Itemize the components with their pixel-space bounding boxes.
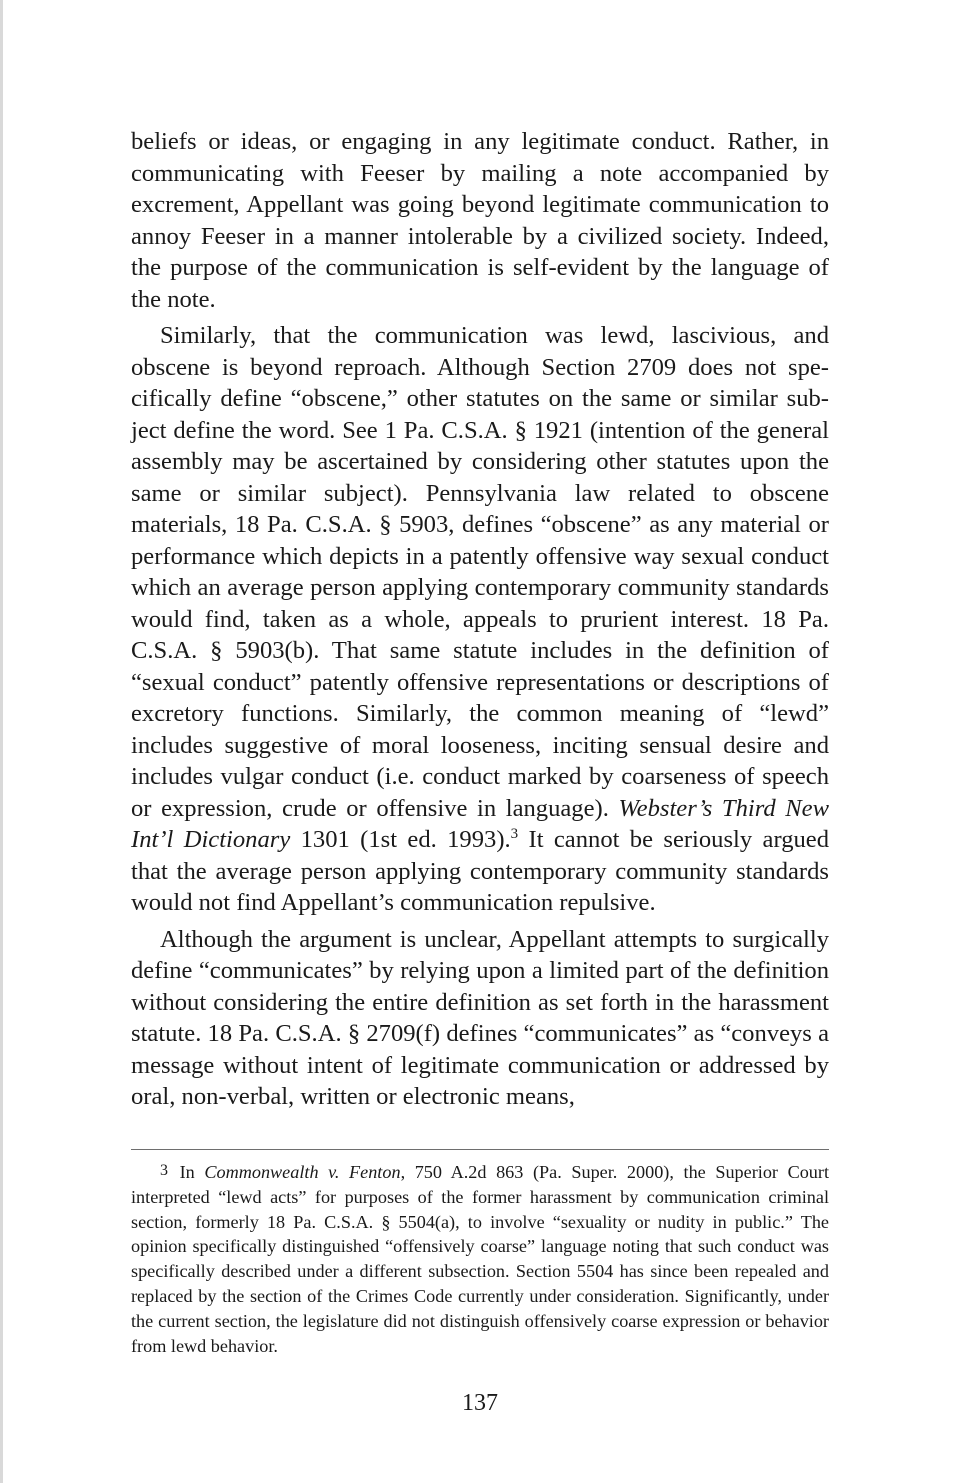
footnote-divider bbox=[131, 1149, 829, 1150]
paragraph-2-text: Similarly, that the communication was lewd, lascivious, and obscene is beyond reproach. Although Section 2709 does not specifically define “obscene,” other statutes on the same or similar subject define the word. See 1 Pa. C.S.A. § 1921 (intention of the general assembly may be ascertained by considering other statutes upon the same or similar subject). Pennsylvania law related to obscene materials, 18 Pa. C.S.A. § 5903, defines “obscene” as any material or performance which depicts in a patently offensive way sexual conduct which an average person applying contemporary community standards would find, taken as a whole, appeals to prurient interest. 18 Pa. C.S.A. § 5903(b). That same statute includes in the definition of “sexual conduct” patently offensive representations or descriptions of excretory functions. Similarly, the common meaning of “lewd” includes suggestive of moral looseness, inciting sensual desire and includes vulgar conduct (i.e. conduct marked by coarseness of speech or expression, crude or offensive in language). bbox=[131, 322, 829, 822]
footnote-lead: In bbox=[170, 1162, 205, 1182]
paragraph-2-continuation: It cannot be seriously argued that the average person applying contemporary community standards would not find Appellant’s communication repulsive. bbox=[131, 826, 830, 916]
footnote-body: , 750 A.2d 863 (Pa. Super. 2000), the Superior Court interpreted “lewd acts” for purposes of the former harassment by communication criminal section, formerly 18 Pa. C.S.A. § 5504(a), to involve “sexuality or nudity in public.” The opinion specifically distinguished “offensively coarse” language noting that such conduct was specifically described under a different subsection. Section 5504 has since been repealed and replaced by the section of the Crimes Code currently under consideration. Significantly, under the current section, the legislature did not distinguish offensively coarse expression or behavior from lewd behavior. bbox=[131, 1162, 830, 1356]
footnote-case-name: Commonwealth v. Fenton bbox=[204, 1162, 401, 1182]
paragraph-1: beliefs or ideas, or engaging in any legitimate conduct. Rather, in communicating with Feeser by mailing a note accompanied by excrement, Appellant was going beyond legitimate communication to annoy Feeser in a manner intolerable by a civilized society. Indeed, the purpose of the communication is self-evident by the language of the note. bbox=[131, 128, 829, 313]
dictionary-citation-details: 1301 (1st ed. 1993). bbox=[290, 826, 511, 853]
paragraph-3: Although the argument is unclear, Appellant attempts to surgically define “communicates” by relying upon a limited part of the definition without considering the entire definition as set forth in the harassment statute. 18 Pa. C.S.A. § 2709(f) defines “communicates” as “conveys a message without intent of legitimate communication or addressed by oral, non-verbal, written or electronic means, bbox=[131, 925, 829, 1110]
paragraph-2 bbox=[131, 320, 829, 919]
dictionary-citation-title: Webster’s Third New Int’l Dictionary bbox=[131, 794, 829, 853]
footnote-reference[interactable]: 3 bbox=[510, 826, 519, 842]
footnote-marker: 3 bbox=[160, 1162, 168, 1179]
footnote bbox=[131, 1160, 829, 1358]
page-edge bbox=[0, 0, 3, 1483]
body-text bbox=[131, 126, 829, 1113]
page-number: 137 bbox=[462, 1390, 498, 1416]
